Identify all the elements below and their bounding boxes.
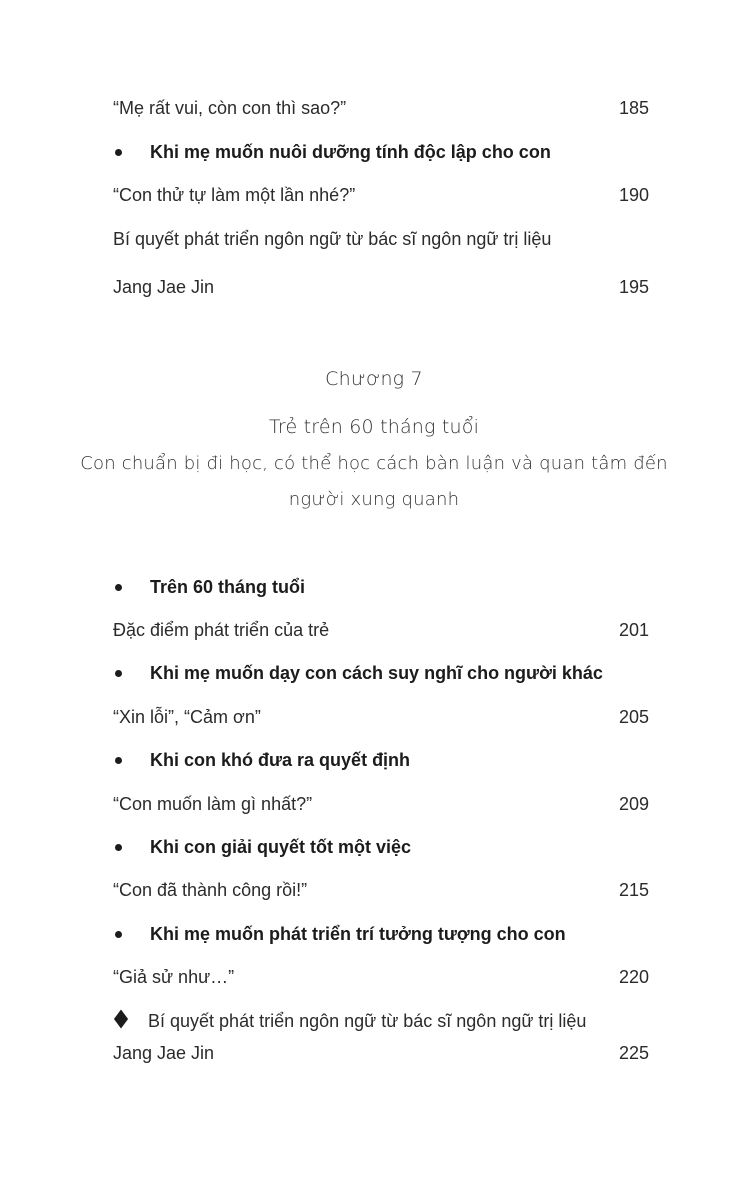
- bullet-dot-icon: [115, 149, 122, 156]
- toc-entry-title: “Giả sử như…”: [113, 967, 235, 987]
- toc-page-number: 201: [618, 620, 649, 640]
- toc-section-heading: [113, 574, 649, 600]
- toc-entry-title: Bí quyết phát triển ngôn ngữ từ bác sĩ ngôn ngữ trị liệu: [113, 229, 552, 249]
- toc-page-number: 220: [618, 967, 649, 987]
- toc-page-number: 215: [618, 880, 649, 900]
- bullet-dot-icon: [115, 757, 122, 764]
- toc-heading-text: Khi con khó đưa ra quyết định: [150, 750, 411, 770]
- toc-entry-title: “Con muốn làm gì nhất?”: [113, 794, 313, 814]
- bullet-dot-icon: [115, 844, 122, 851]
- bullet-dot-icon: [115, 670, 122, 677]
- toc-entry: [113, 1040, 649, 1066]
- chapter-subtitle-line2: người xung quanh: [288, 489, 460, 510]
- toc-special-entry: [113, 1008, 649, 1034]
- toc-entry-title: Jang Jae Jin: [113, 277, 215, 297]
- toc-entry-title: Đặc điểm phát triển của trẻ: [113, 620, 330, 640]
- toc-entry: [113, 274, 649, 300]
- toc-page-number: 195: [618, 277, 649, 297]
- toc-page-number: 185: [618, 98, 649, 118]
- toc-entry: [113, 617, 649, 643]
- diamond-bullet-icon: [114, 1009, 128, 1028]
- toc-entry: [113, 704, 649, 730]
- toc-entry: [113, 182, 649, 208]
- toc-page-number: 205: [618, 707, 649, 727]
- chapter-title: Trẻ trên 60 tháng tuổi: [268, 416, 480, 438]
- chapter-number: Chương 7: [325, 368, 423, 390]
- toc-entry: [113, 95, 649, 121]
- toc-heading-text: Khi mẹ muốn nuôi dưỡng tính độc lập cho con: [150, 142, 551, 162]
- toc-section-heading: [113, 660, 649, 686]
- toc-section-heading: [113, 139, 649, 165]
- toc-entry-title: Jang Jae Jin: [113, 1043, 215, 1063]
- toc-entry-title: “Con đã thành công rồi!”: [113, 880, 308, 900]
- toc-page-number: 190: [618, 185, 649, 205]
- bullet-dot-icon: [115, 931, 122, 938]
- toc-entry-title: “Con thử tự làm một lần nhé?”: [113, 185, 356, 205]
- toc-section-heading: [113, 921, 649, 947]
- toc-page-number: 225: [618, 1043, 649, 1063]
- toc-entry-title: Bí quyết phát triển ngôn ngữ từ bác sĩ ngôn ngữ trị liệu: [148, 1011, 587, 1031]
- toc-heading-text: Trên 60 tháng tuổi: [150, 577, 306, 597]
- toc-entry: [113, 226, 649, 252]
- toc-section-heading: [113, 834, 649, 860]
- toc-section-heading: [113, 747, 649, 773]
- toc-heading-text: Khi mẹ muốn dạy con cách suy nghĩ cho người khác: [150, 663, 603, 683]
- toc-entry: [113, 964, 649, 990]
- chapter-subtitle-line1: Con chuẩn bị đi học, có thể học cách bàn luận và quan tâm đến: [80, 453, 668, 474]
- toc-heading-text: Khi con giải quyết tốt một việc: [150, 837, 412, 857]
- toc-entry-title: “Mẹ rất vui, còn con thì sao?”: [113, 98, 347, 118]
- bullet-dot-icon: [115, 584, 122, 591]
- toc-heading-text: Khi mẹ muốn phát triển trí tưởng tượng cho con: [150, 924, 566, 944]
- toc-entry: [113, 877, 649, 903]
- toc-entry-title: “Xin lỗi”, “Cảm ơn”: [113, 707, 261, 727]
- toc-page-number: 209: [618, 794, 649, 814]
- toc-entry: [113, 791, 649, 817]
